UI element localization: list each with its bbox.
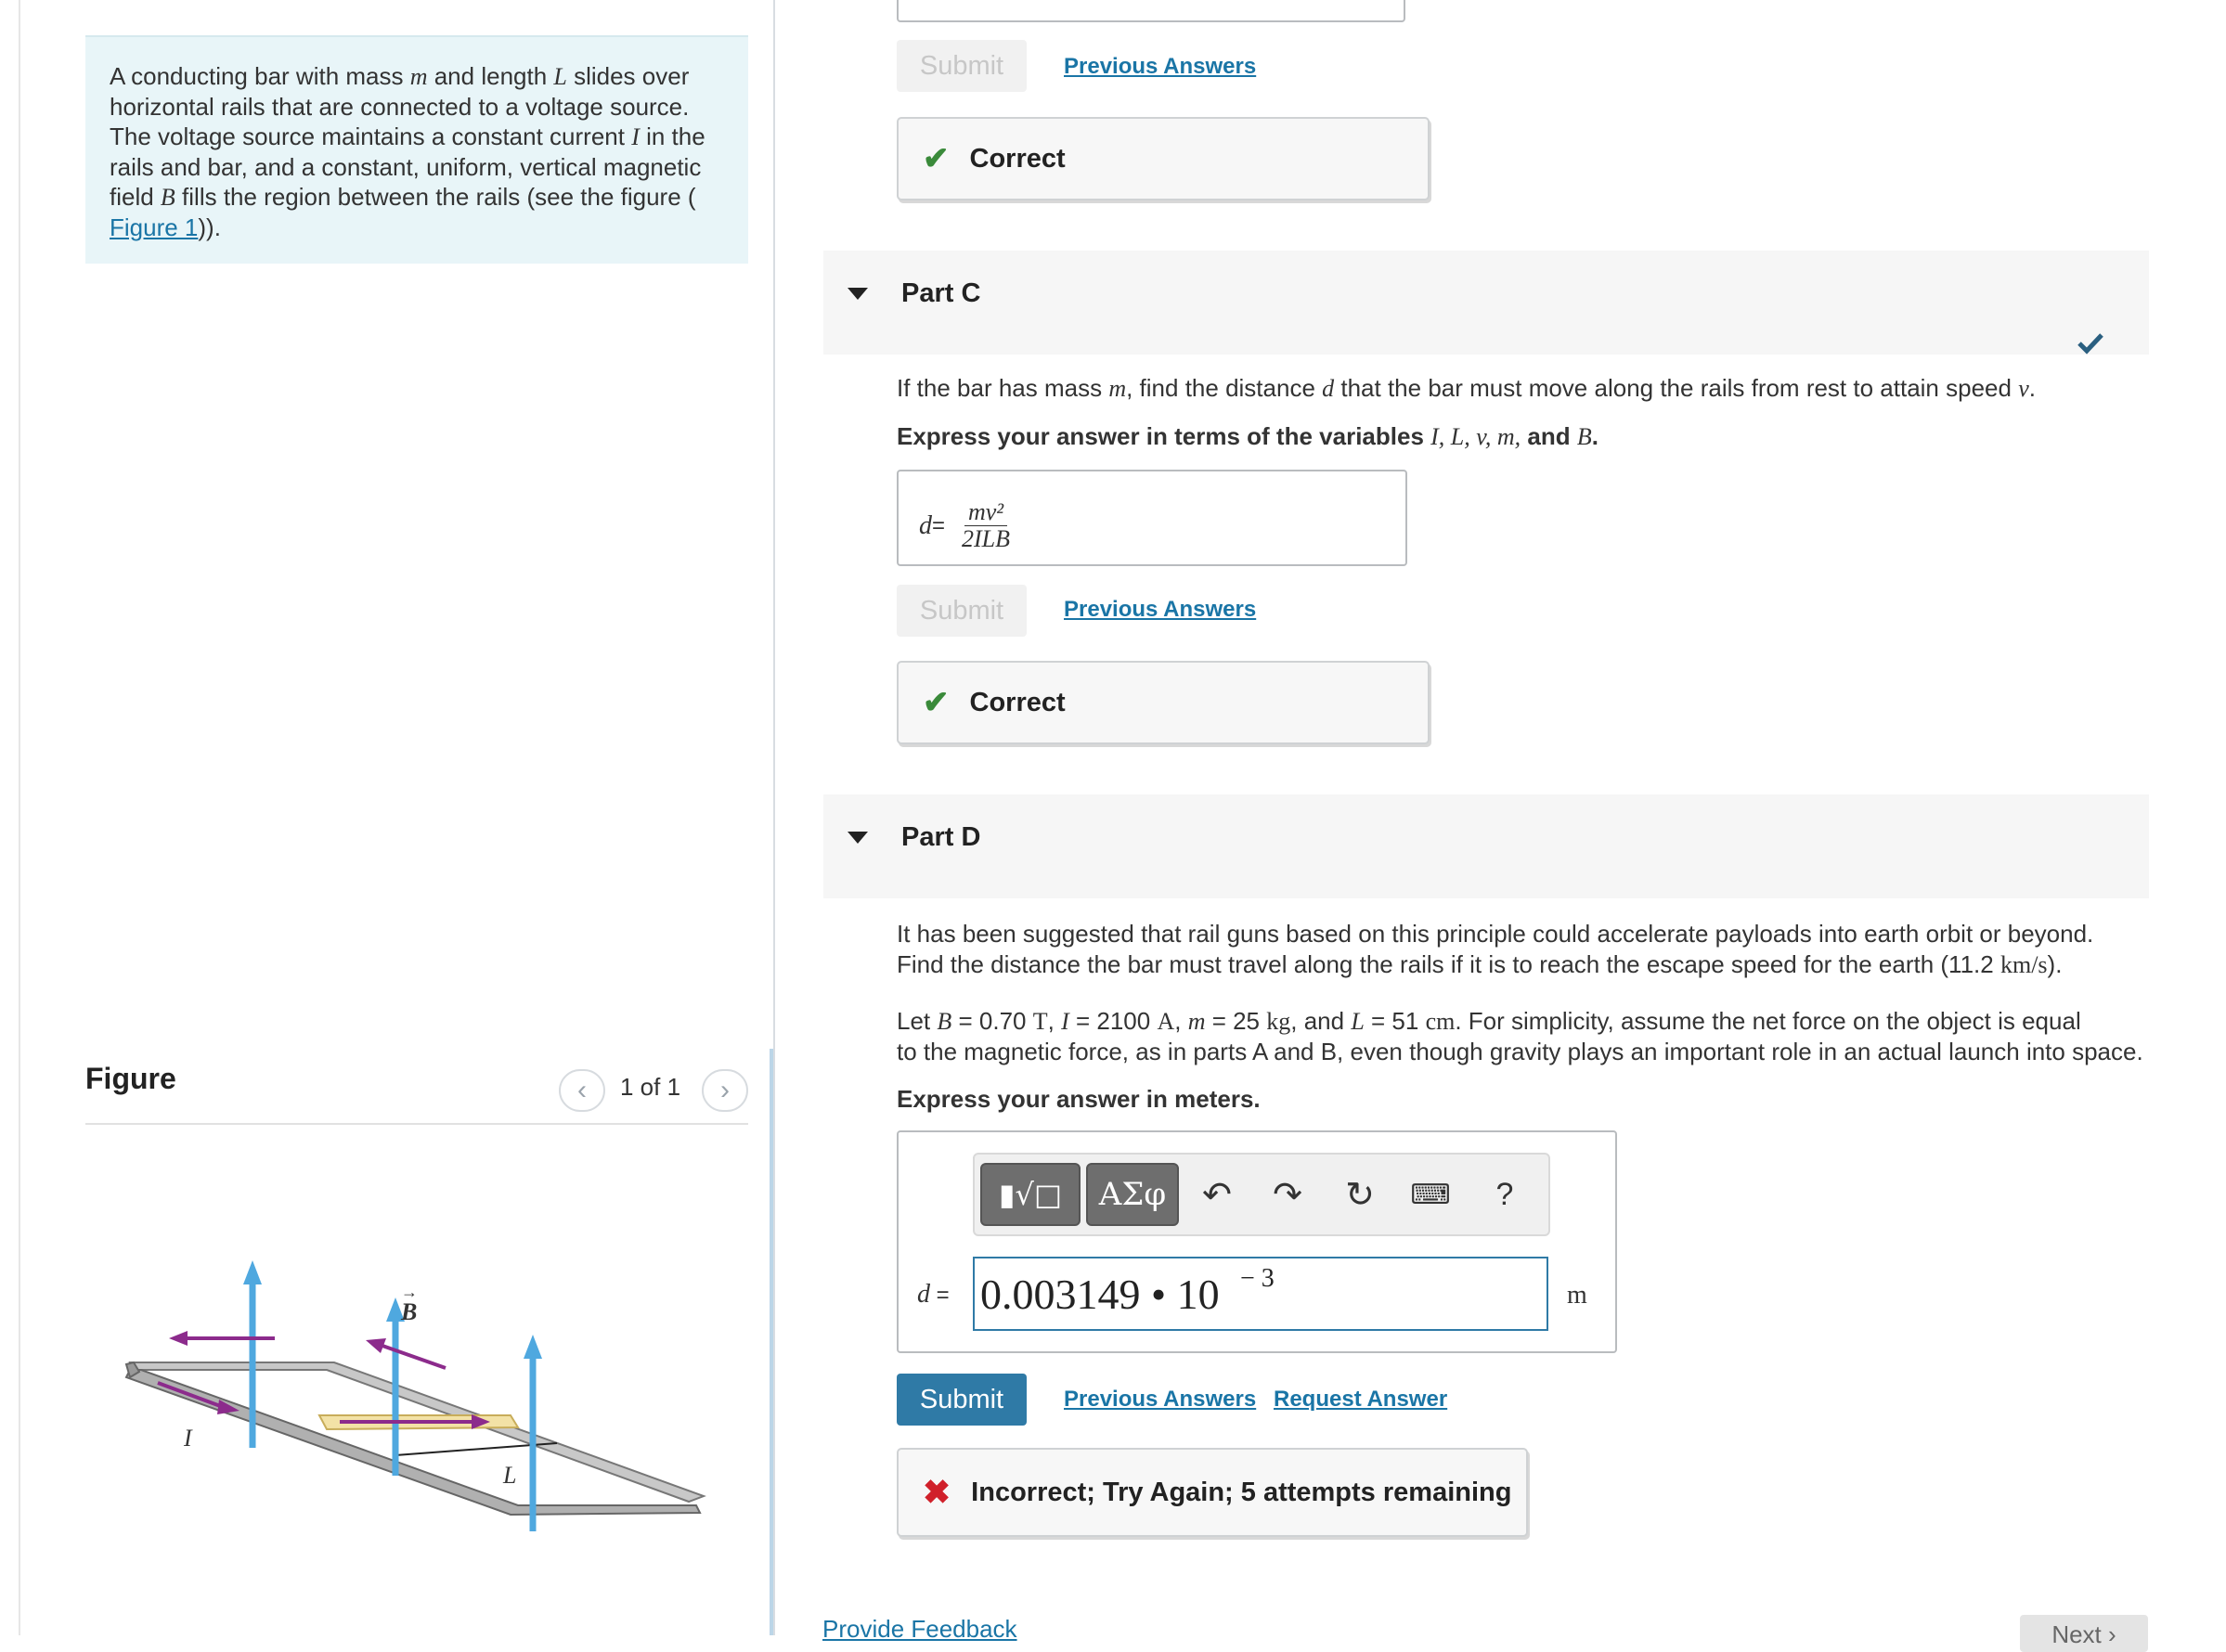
part-c-answer-box: d = $\frac{\text{mv²}}{\text{2ILB}}$ [897, 470, 1407, 566]
figure-title: Figure [85, 1062, 176, 1095]
intro-line-4: rails and bar, and a constant, uniform, vertical magnetic [110, 153, 702, 181]
part-c-answer-fraction [958, 499, 1014, 552]
math-toolbar [973, 1153, 1550, 1236]
templates-button[interactable] [980, 1163, 1081, 1226]
collapse-triangle-icon [848, 288, 868, 300]
answer-value: 0.003149 • 10 [980, 1271, 1220, 1318]
figure-prev-button[interactable] [559, 1069, 605, 1112]
left-panel-border [19, 0, 20, 1635]
answer-exponent: − 3 [1240, 1264, 1275, 1293]
part-d-answer-input[interactable] [973, 1257, 1548, 1331]
label-L: L [503, 1462, 517, 1489]
part-d-feedback [897, 1448, 1528, 1537]
next-button[interactable]: Next › [2020, 1615, 2148, 1652]
column-scroll-indicator[interactable] [770, 1049, 773, 1635]
part-d-request-answer-link[interactable]: Request Answer [1274, 1387, 1448, 1412]
intro-line-2: horizontal rails that are connected to a voltage source. [110, 93, 690, 121]
chevron-left-icon: ‹ [577, 1075, 587, 1105]
figure-divider [85, 1123, 748, 1125]
part-d-feedback-text: Incorrect; Try Again; 5 attempts remaining [971, 1477, 1512, 1507]
part-d-paragraph-1: It has been suggested that rail guns based on this principle could accelerate payloads into earth orbit or beyond. Find the distance the bar must travel along the rails if it is to reach the escape speed for the earth (11.2 km/s). [897, 920, 2094, 978]
intro-line-1: A conducting bar with mass m and length L slides over [110, 62, 690, 90]
part-d-title: Part D [901, 822, 981, 852]
part-c-submit-button[interactable]: Submit [897, 585, 1027, 637]
part-b-feedback [897, 117, 1430, 200]
checkmark-icon: ✔ [923, 141, 950, 176]
current-arrowhead-back [169, 1331, 188, 1346]
part-b-previous-answers-link[interactable]: Previous Answers [1064, 54, 1257, 79]
problem-intro [85, 35, 748, 264]
keyboard-icon[interactable]: ⌨ [1410, 1179, 1451, 1210]
intro-line-5: field B fills the region between the rails (see the figure ( [110, 183, 696, 211]
column-divider [773, 0, 775, 1635]
part-c-instruction: Express your answer in terms of the variables I, L, v, m, and B. [897, 422, 1598, 450]
field-arrowhead-3 [524, 1335, 542, 1359]
part-c-feedback [897, 661, 1430, 744]
unit-label: m [1567, 1281, 1587, 1310]
part-b-answer-box[interactable] [897, 0, 1405, 22]
part-c-header[interactable] [823, 251, 2149, 355]
field-arrowhead-1 [243, 1260, 262, 1284]
label-I: I [184, 1425, 192, 1452]
part-c-answer-variable: d [919, 510, 932, 540]
intro-line-6: Figure 1)). [110, 213, 221, 241]
part-c-title: Part C [901, 278, 981, 308]
part-d-paragraph-2: Let B = 0.70 T, I = 2100 A, m = 25 kg, and L = 51 cm. For simplicity, assume the net force on the object is equal to the magnetic force, as in parts A and B, even though gravity plays an important role in an actual launch into space. [897, 1007, 2143, 1065]
label-B: B [401, 1298, 418, 1325]
part-d-answer-label: d = [917, 1280, 950, 1309]
part-complete-check-icon [2077, 332, 2104, 355]
figure-link[interactable]: Figure 1 [110, 213, 199, 241]
part-d-instruction: Express your answer in meters. [897, 1085, 1261, 1113]
part-c-previous-answers-link[interactable]: Previous Answers [1064, 597, 1257, 622]
fraction-denominator: 2ILB [962, 525, 1011, 552]
checkmark-icon: ✔ [923, 685, 950, 720]
templates-icon: ▮√□ [998, 1177, 1063, 1212]
chevron-right-icon: › [2101, 1620, 2116, 1648]
part-d-header[interactable] [823, 794, 2149, 898]
vector-arrow-glyph: → [401, 1283, 418, 1301]
figure-pager-text: 1 of 1 [620, 1073, 681, 1101]
part-c-feedback-text: Correct [969, 687, 1066, 717]
current-arrowhead-diag [366, 1338, 386, 1353]
error-x-icon: ✖ [923, 1473, 951, 1511]
part-b-submit-button[interactable]: Submit [897, 40, 1027, 92]
figure-next-button[interactable] [702, 1069, 748, 1112]
current-arrow-diag [382, 1346, 446, 1368]
part-d-previous-answers-link[interactable]: Previous Answers [1064, 1387, 1257, 1412]
fraction-numerator: mv² [964, 499, 1007, 526]
collapse-triangle-icon [848, 832, 868, 844]
part-b-feedback-text: Correct [969, 143, 1066, 174]
undo-icon[interactable]: ↶ [1202, 1175, 1232, 1215]
rail-gun-figure [121, 1253, 724, 1559]
chevron-right-icon: › [720, 1075, 730, 1105]
help-icon[interactable]: ? [1495, 1176, 1514, 1212]
redo-icon[interactable]: ↷ [1273, 1175, 1302, 1215]
provide-feedback-link[interactable]: Provide Feedback [822, 1615, 1017, 1643]
part-c-question: If the bar has mass m, find the distance d that the bar must move along the rails from rest to attain speed v. [897, 374, 2036, 402]
reset-icon[interactable]: ↻ [1345, 1175, 1375, 1215]
part-d-submit-button[interactable]: Submit [897, 1374, 1027, 1426]
intro-line-3: The voltage source maintains a constant current I in the [110, 123, 705, 150]
symbols-button[interactable]: ΑΣφ [1086, 1163, 1179, 1226]
part-d-answer-panel [897, 1130, 1617, 1353]
